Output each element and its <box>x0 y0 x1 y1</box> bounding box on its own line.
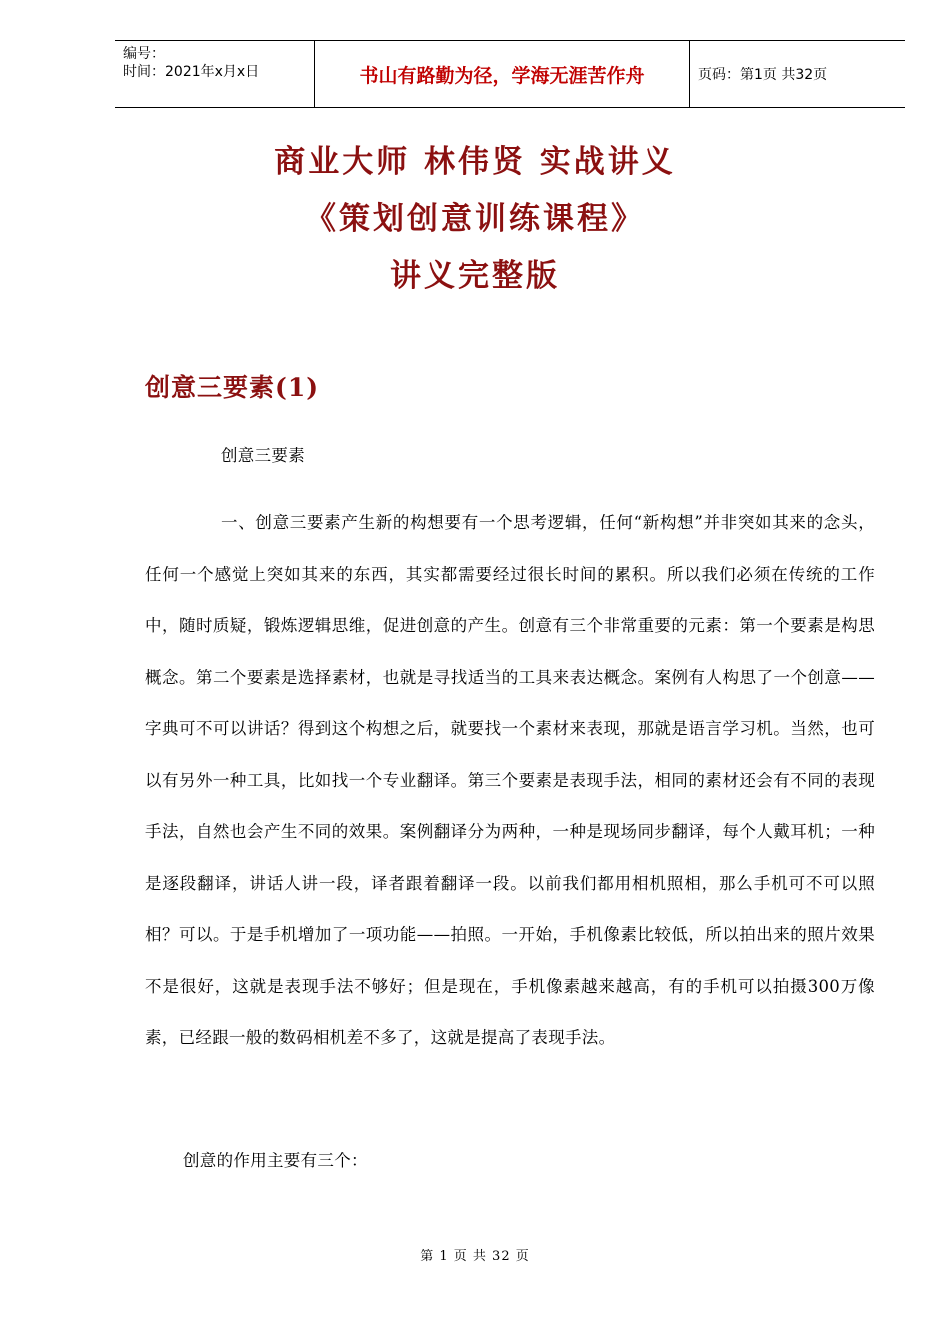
time-label: 时间：2021年x月x日 <box>123 64 260 80</box>
header-meta <box>115 41 315 107</box>
header-page-info: 页码：第1页 共32页 <box>698 67 828 83</box>
header-motto: 书山有路勤为径，学海无涯苦作舟 <box>315 41 690 107</box>
closing-paragraph: 创意的作用主要有三个： <box>183 1151 368 1170</box>
page-footer: 第 1 页 共 32 页 <box>420 1249 530 1264</box>
document-title <box>0 138 950 309</box>
body-paragraph: 一、创意三要素产生新的构想要有一个思考逻辑，任何“新构想”并非突如其来的念头，任何一个感觉上突如其来的东西，其实都需要经过很长时间的累积。所以我们必须在传统的工作中，随时质疑，锻炼逻辑思维，促进创意的产生。创意有三个非常重要的元素：第一个要素是构思概念。第二个要素是选择素材，也就是寻找适当的工具来表达概念。案例有人构思了一个创意——字典可不可以讲话？得到这个构想之后，就要找一个素材来表现，那就是语言学习机。当然，也可以有另外一种工具，比如找一个专业翻译。第三个要素是表现手法，相同的素材还会有不同的表现手法，自然也会产生不同的效果。案例翻译分为两种，一种是现场同步翻译，每个人戴耳机；一种是逐段翻译，讲话人讲一段，译者跟着翻译一段。以前我们都用相机照相，那么手机可不可以照相？可以。于是手机增加了一项功能——拍照。一开始，手机像素比较低，所以拍出来的照片效果不是很好，这就是表现手法不够好；但是现在，手机像素越来越高，有的手机可以拍摄300万像素，已经跟一般的数码相机差不多了，这就是提高了表现手法。 <box>145 513 875 1047</box>
section-subtitle: 创意三要素 <box>221 446 305 465</box>
title-line-1: 商业大师 林伟贤 实战讲义 <box>274 144 676 180</box>
title-line-2: 《策划创意训练课程》 <box>305 201 645 237</box>
number-label: 编号： <box>123 46 165 62</box>
header-table <box>115 40 905 108</box>
section-heading: 创意三要素(1) <box>145 373 320 402</box>
title-line-3: 讲义完整版 <box>390 258 560 294</box>
